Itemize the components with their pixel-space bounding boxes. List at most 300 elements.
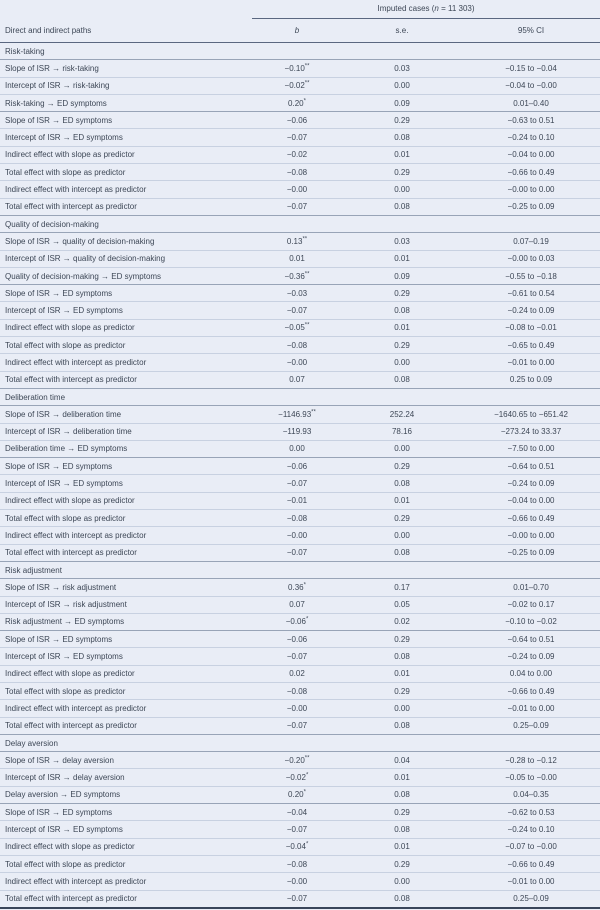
path-cell: Total effect with intercept as predictor — [0, 544, 252, 561]
b-cell — [252, 406, 342, 423]
path-cell: Indirect effect with intercept as predictor — [0, 527, 252, 544]
table-row — [0, 77, 600, 94]
b-cell — [252, 648, 342, 665]
section-header-row — [0, 43, 600, 60]
b-value: −0.01 — [286, 496, 308, 506]
table-row — [0, 164, 600, 181]
ci-cell: −0.05 to −0.00 — [462, 769, 600, 786]
path-cell: Intercept of ISR → ED symptoms — [0, 475, 252, 492]
se-cell: 0.08 — [342, 129, 462, 146]
significance-marker: * — [303, 97, 306, 104]
b-cell — [252, 77, 342, 94]
b-value: −0.07 — [286, 548, 308, 558]
b-cell — [252, 233, 342, 250]
ci-cell: −0.66 to 0.49 — [462, 855, 600, 872]
b-cell — [252, 146, 342, 163]
b-value: −0.02 — [286, 150, 308, 160]
se-cell: 0.29 — [342, 804, 462, 821]
b-cell — [252, 890, 342, 908]
ci-cell: −0.66 to 0.49 — [462, 164, 600, 181]
column-group-header — [252, 0, 600, 19]
column-header-se: s.e. — [342, 19, 462, 43]
table-row — [0, 752, 600, 769]
b-cell — [252, 285, 342, 302]
ci-cell: −0.24 to 0.10 — [462, 129, 600, 146]
significance-marker: * — [303, 789, 306, 796]
significance-marker: ** — [304, 270, 310, 277]
ci-cell: −0.02 to 0.17 — [462, 596, 600, 613]
path-cell: Slope of ISR → ED symptoms — [0, 804, 252, 821]
ci-cell: −0.00 to 0.00 — [462, 181, 600, 198]
ci-cell: −0.15 to −0.04 — [462, 60, 600, 77]
b-cell — [252, 510, 342, 527]
b-value: −0.20 — [284, 755, 305, 765]
se-cell: 0.29 — [342, 631, 462, 648]
se-cell: 0.01 — [342, 319, 462, 336]
b-cell — [252, 821, 342, 838]
path-cell: Indirect effect with slope as predictor — [0, 838, 252, 855]
path-cell: Indirect effect with slope as predictor — [0, 146, 252, 163]
table-row — [0, 129, 600, 146]
se-cell: 0.03 — [342, 60, 462, 77]
ci-cell: 0.01–0.70 — [462, 579, 600, 596]
column-header-b — [252, 19, 342, 43]
section-title: Quality of decision-making — [0, 215, 600, 232]
b-cell — [252, 873, 342, 890]
b-value: −1146.93 — [278, 409, 312, 419]
b-cell — [252, 423, 342, 440]
b-cell — [252, 769, 342, 786]
section-title: Delay aversion — [0, 734, 600, 751]
se-cell: 0.00 — [342, 700, 462, 717]
section-title: Deliberation time — [0, 388, 600, 405]
b-cell — [252, 267, 342, 284]
section-title: Risk adjustment — [0, 561, 600, 578]
ci-cell: −0.24 to 0.09 — [462, 475, 600, 492]
b-value: −0.36 — [284, 271, 305, 281]
se-cell: 0.08 — [342, 648, 462, 665]
b-cell — [252, 596, 342, 613]
significance-marker: ** — [302, 236, 308, 243]
table-row — [0, 838, 600, 855]
table-row — [0, 492, 600, 509]
ci-cell: 0.25–0.09 — [462, 717, 600, 734]
table-row — [0, 440, 600, 457]
se-cell: 0.01 — [342, 492, 462, 509]
ci-cell: −0.01 to 0.00 — [462, 700, 600, 717]
path-cell: Intercept of ISR → ED symptoms — [0, 129, 252, 146]
b-cell — [252, 527, 342, 544]
spanner-spacer — [0, 0, 252, 19]
b-cell — [252, 544, 342, 561]
ci-cell: −0.01 to 0.00 — [462, 354, 600, 371]
se-cell: 0.29 — [342, 682, 462, 699]
se-cell: 0.03 — [342, 233, 462, 250]
b-cell — [252, 302, 342, 319]
path-cell: Slope of ISR → ED symptoms — [0, 285, 252, 302]
se-cell: 0.08 — [342, 475, 462, 492]
b-value: −0.02 — [284, 81, 305, 91]
b-cell — [252, 60, 342, 77]
table-row — [0, 406, 600, 423]
table-row — [0, 285, 600, 302]
b-value: −0.00 — [286, 530, 308, 540]
se-cell: 252.24 — [342, 406, 462, 423]
se-cell: 0.17 — [342, 579, 462, 596]
se-cell: 0.29 — [342, 112, 462, 129]
path-cell: Indirect effect with slope as predictor — [0, 319, 252, 336]
se-cell: 0.05 — [342, 596, 462, 613]
significance-marker: ** — [304, 80, 310, 87]
table-row — [0, 855, 600, 872]
b-cell — [252, 164, 342, 181]
b-cell — [252, 855, 342, 872]
b-cell — [252, 440, 342, 457]
path-cell: Slope of ISR → risk adjustment — [0, 579, 252, 596]
se-cell: 0.00 — [342, 440, 462, 457]
path-cell: Risk-taking → ED symptoms — [0, 94, 252, 111]
b-value: 0.36 — [288, 582, 304, 592]
path-cell: Intercept of ISR → ED symptoms — [0, 302, 252, 319]
ci-cell: −1640.65 to −651.42 — [462, 406, 600, 423]
se-cell: 0.08 — [342, 786, 462, 803]
path-cell: Indirect effect with intercept as predictor — [0, 354, 252, 371]
b-cell — [252, 337, 342, 354]
path-cell: Total effect with slope as predictor — [0, 164, 252, 181]
b-value: −0.07 — [286, 133, 308, 143]
se-cell: 0.00 — [342, 181, 462, 198]
se-cell: 78.16 — [342, 423, 462, 440]
b-cell — [252, 682, 342, 699]
ci-cell: −0.00 to 0.00 — [462, 527, 600, 544]
b-cell — [252, 354, 342, 371]
table-row — [0, 423, 600, 440]
se-cell: 0.01 — [342, 769, 462, 786]
spanner-text-suffix: = 11 303) — [438, 4, 475, 13]
path-cell: Total effect with intercept as predictor — [0, 890, 252, 908]
table-row — [0, 786, 600, 803]
path-cell: Slope of ISR → delay aversion — [0, 752, 252, 769]
b-value: −0.08 — [286, 340, 308, 350]
b-value: −0.07 — [286, 202, 308, 212]
ci-cell: 0.04–0.35 — [462, 786, 600, 803]
ci-cell: −0.25 to 0.09 — [462, 544, 600, 561]
column-header-row — [0, 19, 600, 43]
path-cell: Intercept of ISR → delay aversion — [0, 769, 252, 786]
ci-cell: 0.25 to 0.09 — [462, 371, 600, 388]
path-cell: Quality of decision-making → ED symptoms — [0, 267, 252, 284]
significance-marker: ** — [304, 63, 310, 70]
b-value: 0.07 — [289, 600, 305, 610]
ci-cell: −0.24 to 0.10 — [462, 821, 600, 838]
spanner-text-prefix: Imputed cases ( — [377, 4, 435, 13]
ci-cell: 0.04 to 0.00 — [462, 665, 600, 682]
table-row — [0, 458, 600, 475]
b-value: 0.07 — [289, 375, 305, 385]
table-row — [0, 510, 600, 527]
b-cell — [252, 492, 342, 509]
b-cell — [252, 838, 342, 855]
b-cell — [252, 752, 342, 769]
b-value: −0.10 — [284, 63, 305, 73]
table-row — [0, 665, 600, 682]
path-cell: Intercept of ISR → ED symptoms — [0, 648, 252, 665]
path-cell: Indirect effect with slope as predictor — [0, 665, 252, 682]
b-value: −0.06 — [286, 634, 308, 644]
b-value: −0.07 — [286, 306, 308, 316]
b-value: −0.06 — [285, 617, 306, 627]
b-cell — [252, 94, 342, 111]
se-cell: 0.08 — [342, 544, 462, 561]
table-row — [0, 267, 600, 284]
table-row — [0, 302, 600, 319]
ci-cell: −0.64 to 0.51 — [462, 458, 600, 475]
ci-cell: −0.64 to 0.51 — [462, 631, 600, 648]
ci-cell: −0.04 to −0.00 — [462, 77, 600, 94]
b-cell — [252, 250, 342, 267]
ci-cell: −0.07 to −0.00 — [462, 838, 600, 855]
ci-cell: −0.65 to 0.49 — [462, 337, 600, 354]
b-value: −0.07 — [286, 825, 308, 834]
ci-cell: −0.61 to 0.54 — [462, 285, 600, 302]
ci-cell: 0.25–0.09 — [462, 890, 600, 908]
se-cell: 0.29 — [342, 337, 462, 354]
b-cell — [252, 129, 342, 146]
b-cell — [252, 371, 342, 388]
se-cell: 0.00 — [342, 873, 462, 890]
significance-marker: ** — [311, 409, 316, 416]
b-value: −119.93 — [282, 427, 312, 437]
table-row — [0, 544, 600, 561]
table-row — [0, 579, 600, 596]
se-cell: 0.08 — [342, 302, 462, 319]
path-cell: Intercept of ISR → quality of decision-making — [0, 250, 252, 267]
path-cell: Indirect effect with intercept as predictor — [0, 873, 252, 890]
path-cell: Total effect with intercept as predictor — [0, 198, 252, 215]
se-cell: 0.29 — [342, 285, 462, 302]
column-group-row — [0, 0, 600, 19]
b-cell — [252, 319, 342, 336]
se-cell: 0.29 — [342, 510, 462, 527]
se-cell: 0.09 — [342, 94, 462, 111]
b-value: −0.00 — [286, 185, 308, 195]
se-cell: 0.08 — [342, 821, 462, 838]
se-cell: 0.01 — [342, 838, 462, 855]
b-cell — [252, 198, 342, 215]
ci-cell: −0.66 to 0.49 — [462, 510, 600, 527]
path-cell: Total effect with slope as predictor — [0, 337, 252, 354]
path-cell: Total effect with slope as predictor — [0, 855, 252, 872]
se-cell: 0.29 — [342, 458, 462, 475]
ci-cell: −0.63 to 0.51 — [462, 112, 600, 129]
b-value: −0.08 — [286, 686, 308, 696]
path-cell: Indirect effect with slope as predictor — [0, 492, 252, 509]
ci-cell: −0.08 to −0.01 — [462, 319, 600, 336]
b-cell — [252, 613, 342, 630]
table-row — [0, 233, 600, 250]
column-header-paths: Direct and indirect paths — [0, 19, 252, 43]
b-value: −0.07 — [286, 652, 308, 662]
b-cell — [252, 717, 342, 734]
table-row — [0, 112, 600, 129]
path-cell: Slope of ISR → ED symptoms — [0, 631, 252, 648]
se-cell: 0.08 — [342, 198, 462, 215]
b-value: −0.08 — [286, 859, 308, 869]
table-row — [0, 475, 600, 492]
path-cell: Total effect with intercept as predictor — [0, 717, 252, 734]
path-cell: Intercept of ISR → risk-taking — [0, 77, 252, 94]
se-cell: 0.04 — [342, 752, 462, 769]
ci-cell: −0.66 to 0.49 — [462, 682, 600, 699]
b-value: −0.07 — [286, 479, 308, 489]
path-cell: Slope of ISR → risk-taking — [0, 60, 252, 77]
ci-cell: −0.62 to 0.53 — [462, 804, 600, 821]
ci-cell: −0.25 to 0.09 — [462, 198, 600, 215]
path-cell: Indirect effect with intercept as predictor — [0, 181, 252, 198]
table-row — [0, 94, 600, 111]
b-value: −0.00 — [286, 703, 308, 713]
table-row — [0, 527, 600, 544]
b-value: 0.01 — [289, 254, 305, 264]
b-cell — [252, 786, 342, 803]
b-cell — [252, 631, 342, 648]
path-cell: Total effect with intercept as predictor — [0, 371, 252, 388]
se-cell: 0.00 — [342, 527, 462, 544]
se-cell: 0.01 — [342, 250, 462, 267]
b-value: −0.07 — [286, 721, 308, 731]
section-header-row — [0, 734, 600, 751]
table-row — [0, 682, 600, 699]
significance-marker: * — [305, 772, 309, 779]
table-row — [0, 717, 600, 734]
table-row — [0, 250, 600, 267]
se-cell: 0.00 — [342, 77, 462, 94]
table-row — [0, 198, 600, 215]
section-title: Risk-taking — [0, 43, 600, 60]
table-row — [0, 181, 600, 198]
path-cell: Risk adjustment → ED symptoms — [0, 613, 252, 630]
ci-cell: −0.01 to 0.00 — [462, 873, 600, 890]
table-row — [0, 354, 600, 371]
table-row — [0, 890, 600, 908]
b-value: −0.03 — [286, 288, 308, 298]
b-cell — [252, 804, 342, 821]
b-value: 0.00 — [289, 444, 305, 454]
section-header-row — [0, 388, 600, 405]
significance-marker: * — [305, 841, 309, 848]
table-row — [0, 631, 600, 648]
b-cell — [252, 475, 342, 492]
table-row — [0, 700, 600, 717]
ci-cell: −273.24 to 33.37 — [462, 423, 600, 440]
table-row — [0, 873, 600, 890]
se-cell: 0.29 — [342, 164, 462, 181]
b-value: −0.04 — [286, 807, 308, 817]
se-cell: 0.01 — [342, 146, 462, 163]
b-value: −0.06 — [286, 461, 308, 471]
section-header-row — [0, 561, 600, 578]
spanner-n-symbol: n — [434, 4, 439, 13]
significance-marker: ** — [304, 322, 310, 329]
path-cell: Intercept of ISR → risk adjustment — [0, 596, 252, 613]
b-cell — [252, 181, 342, 198]
ci-cell: −0.10 to −0.02 — [462, 613, 600, 630]
b-value: −0.05 — [284, 323, 305, 333]
b-value: −0.08 — [286, 167, 308, 177]
significance-marker: ** — [304, 755, 310, 762]
ci-cell: −0.04 to 0.00 — [462, 146, 600, 163]
b-value: −0.06 — [286, 115, 308, 125]
b-value: 0.13 — [286, 236, 303, 246]
path-cell: Slope of ISR → quality of decision-making — [0, 233, 252, 250]
b-cell — [252, 112, 342, 129]
ci-cell: −0.28 to −0.12 — [462, 752, 600, 769]
b-value: −0.04 — [285, 842, 306, 852]
b-value: −0.00 — [286, 357, 308, 367]
path-cell: Indirect effect with intercept as predictor — [0, 700, 252, 717]
b-value: 0.20 — [288, 790, 304, 800]
path-cell: Delay aversion → ED symptoms — [0, 786, 252, 803]
table-row — [0, 337, 600, 354]
ci-cell: 0.07–0.19 — [462, 233, 600, 250]
table-row — [0, 769, 600, 786]
table-row — [0, 596, 600, 613]
b-value: −0.02 — [285, 773, 306, 783]
ci-cell: −0.24 to 0.09 — [462, 648, 600, 665]
b-cell — [252, 700, 342, 717]
table-row — [0, 648, 600, 665]
table-row — [0, 821, 600, 838]
table-row — [0, 319, 600, 336]
b-cell — [252, 579, 342, 596]
path-cell: Slope of ISR → deliberation time — [0, 406, 252, 423]
se-cell: 0.01 — [342, 665, 462, 682]
se-cell: 0.29 — [342, 855, 462, 872]
table-row — [0, 613, 600, 630]
b-symbol: b — [294, 26, 300, 35]
ci-cell: −0.24 to 0.09 — [462, 302, 600, 319]
b-value: 0.02 — [289, 669, 305, 679]
b-value: −0.00 — [286, 876, 308, 886]
table-row — [0, 371, 600, 388]
se-cell: 0.09 — [342, 267, 462, 284]
ci-cell: −0.55 to −0.18 — [462, 267, 600, 284]
b-value: −0.08 — [286, 513, 308, 523]
path-cell: Slope of ISR → ED symptoms — [0, 112, 252, 129]
ci-cell: −0.00 to 0.03 — [462, 250, 600, 267]
path-cell: Total effect with slope as predictor — [0, 682, 252, 699]
b-value: 0.20 — [288, 98, 304, 108]
b-cell — [252, 665, 342, 682]
table-row — [0, 804, 600, 821]
ci-cell: −0.04 to 0.00 — [462, 492, 600, 509]
se-cell: 0.00 — [342, 354, 462, 371]
path-cell: Slope of ISR → ED symptoms — [0, 458, 252, 475]
path-cell: Intercept of ISR → ED symptoms — [0, 821, 252, 838]
se-cell: 0.08 — [342, 890, 462, 908]
ci-cell: −7.50 to 0.00 — [462, 440, 600, 457]
section-header-row — [0, 215, 600, 232]
se-cell: 0.02 — [342, 613, 462, 630]
b-value: −0.07 — [286, 894, 308, 904]
se-cell: 0.08 — [342, 371, 462, 388]
se-cell: 0.08 — [342, 717, 462, 734]
b-cell — [252, 458, 342, 475]
significance-marker: * — [303, 582, 306, 589]
column-header-ci: 95% CI — [462, 19, 600, 43]
table-row — [0, 60, 600, 77]
significance-marker: * — [305, 616, 309, 623]
